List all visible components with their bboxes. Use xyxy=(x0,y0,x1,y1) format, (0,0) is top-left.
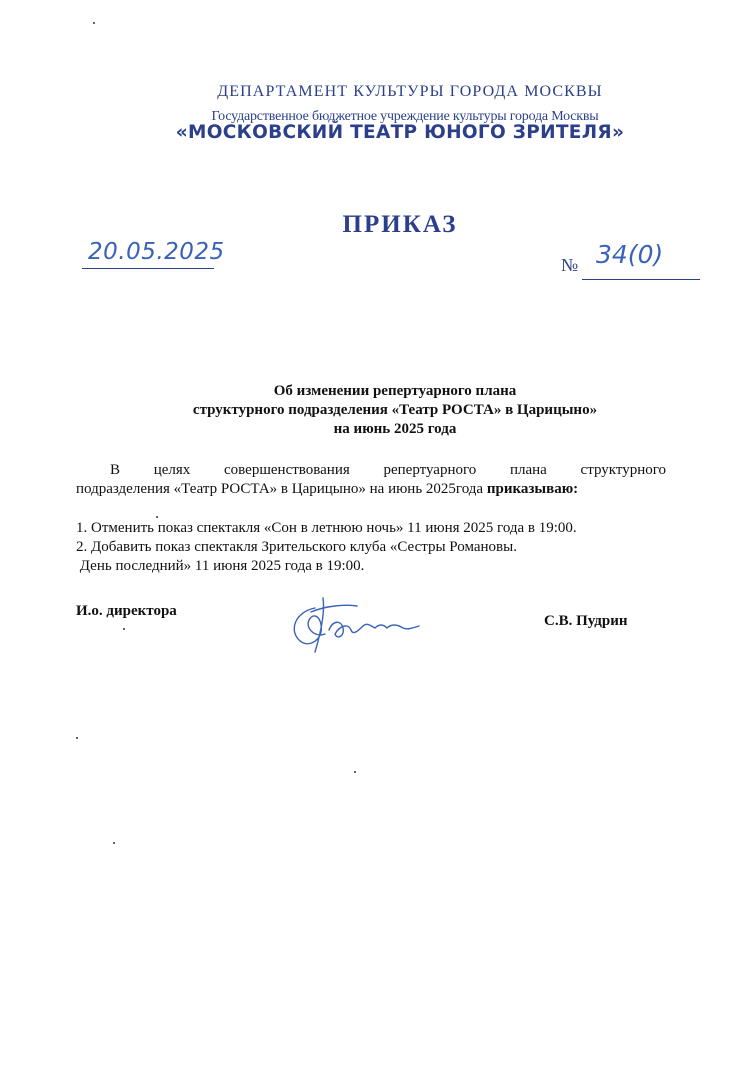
date-underline xyxy=(82,268,214,269)
signatory-position: И.о. директора xyxy=(76,603,177,619)
scan-speck xyxy=(93,22,95,24)
preamble-line-2: подразделения «Театр РОСТА» в Царицыно» на июнь 2025года xyxy=(76,481,484,497)
number-underline xyxy=(582,279,700,280)
department-header: ДЕПАРТАМЕНТ КУЛЬТУРЫ ГОРОДА МОСКВЫ xyxy=(217,83,603,100)
order-title: ПРИКАЗ xyxy=(342,211,458,238)
subject-line-1: Об изменении репертуарного плана xyxy=(273,383,517,399)
order-item-1: 1. Отменить показ спектакля «Сон в летнюю ночь» 11 июня 2025 года в 19:00. xyxy=(76,520,577,536)
order-date: 20.05.2025 xyxy=(88,239,225,265)
scan-speck xyxy=(156,516,158,518)
theatre-name: «МОСКОВСКИЙ ТЕАТР ЮНОГО ЗРИТЕЛЯ» xyxy=(175,122,625,143)
order-number-label: № xyxy=(561,255,579,275)
subject-line-3: на июнь 2025 года xyxy=(333,421,457,437)
order-item-2-line-2: День последний» 11 июня 2025 года в 19:00. xyxy=(76,558,365,574)
order-items xyxy=(76,519,676,576)
scan-speck xyxy=(123,628,125,630)
subject-line-2: структурного подразделения «Театр РОСТА» в Царицыно» xyxy=(192,402,598,418)
signatory-name: С.В. Пудрин xyxy=(544,613,628,629)
order-item-2-line-1: 2. Добавить показ спектакля Зрительского клуба «Сестры Романовы. xyxy=(76,539,517,555)
scan-speck xyxy=(76,737,78,739)
order-number: 34(0) xyxy=(596,240,664,269)
scan-speck xyxy=(354,771,356,773)
scan-speck xyxy=(113,842,115,844)
preamble-command: приказываю: xyxy=(486,481,579,497)
order-preamble xyxy=(76,461,666,499)
handwritten-signature xyxy=(285,590,425,660)
preamble-line-1: В целях совершенствования репертуарного плана структурного xyxy=(110,462,666,478)
order-subject xyxy=(95,382,695,439)
institution-name: Государственное бюджетное учреждение культуры города Москвы xyxy=(211,109,599,124)
